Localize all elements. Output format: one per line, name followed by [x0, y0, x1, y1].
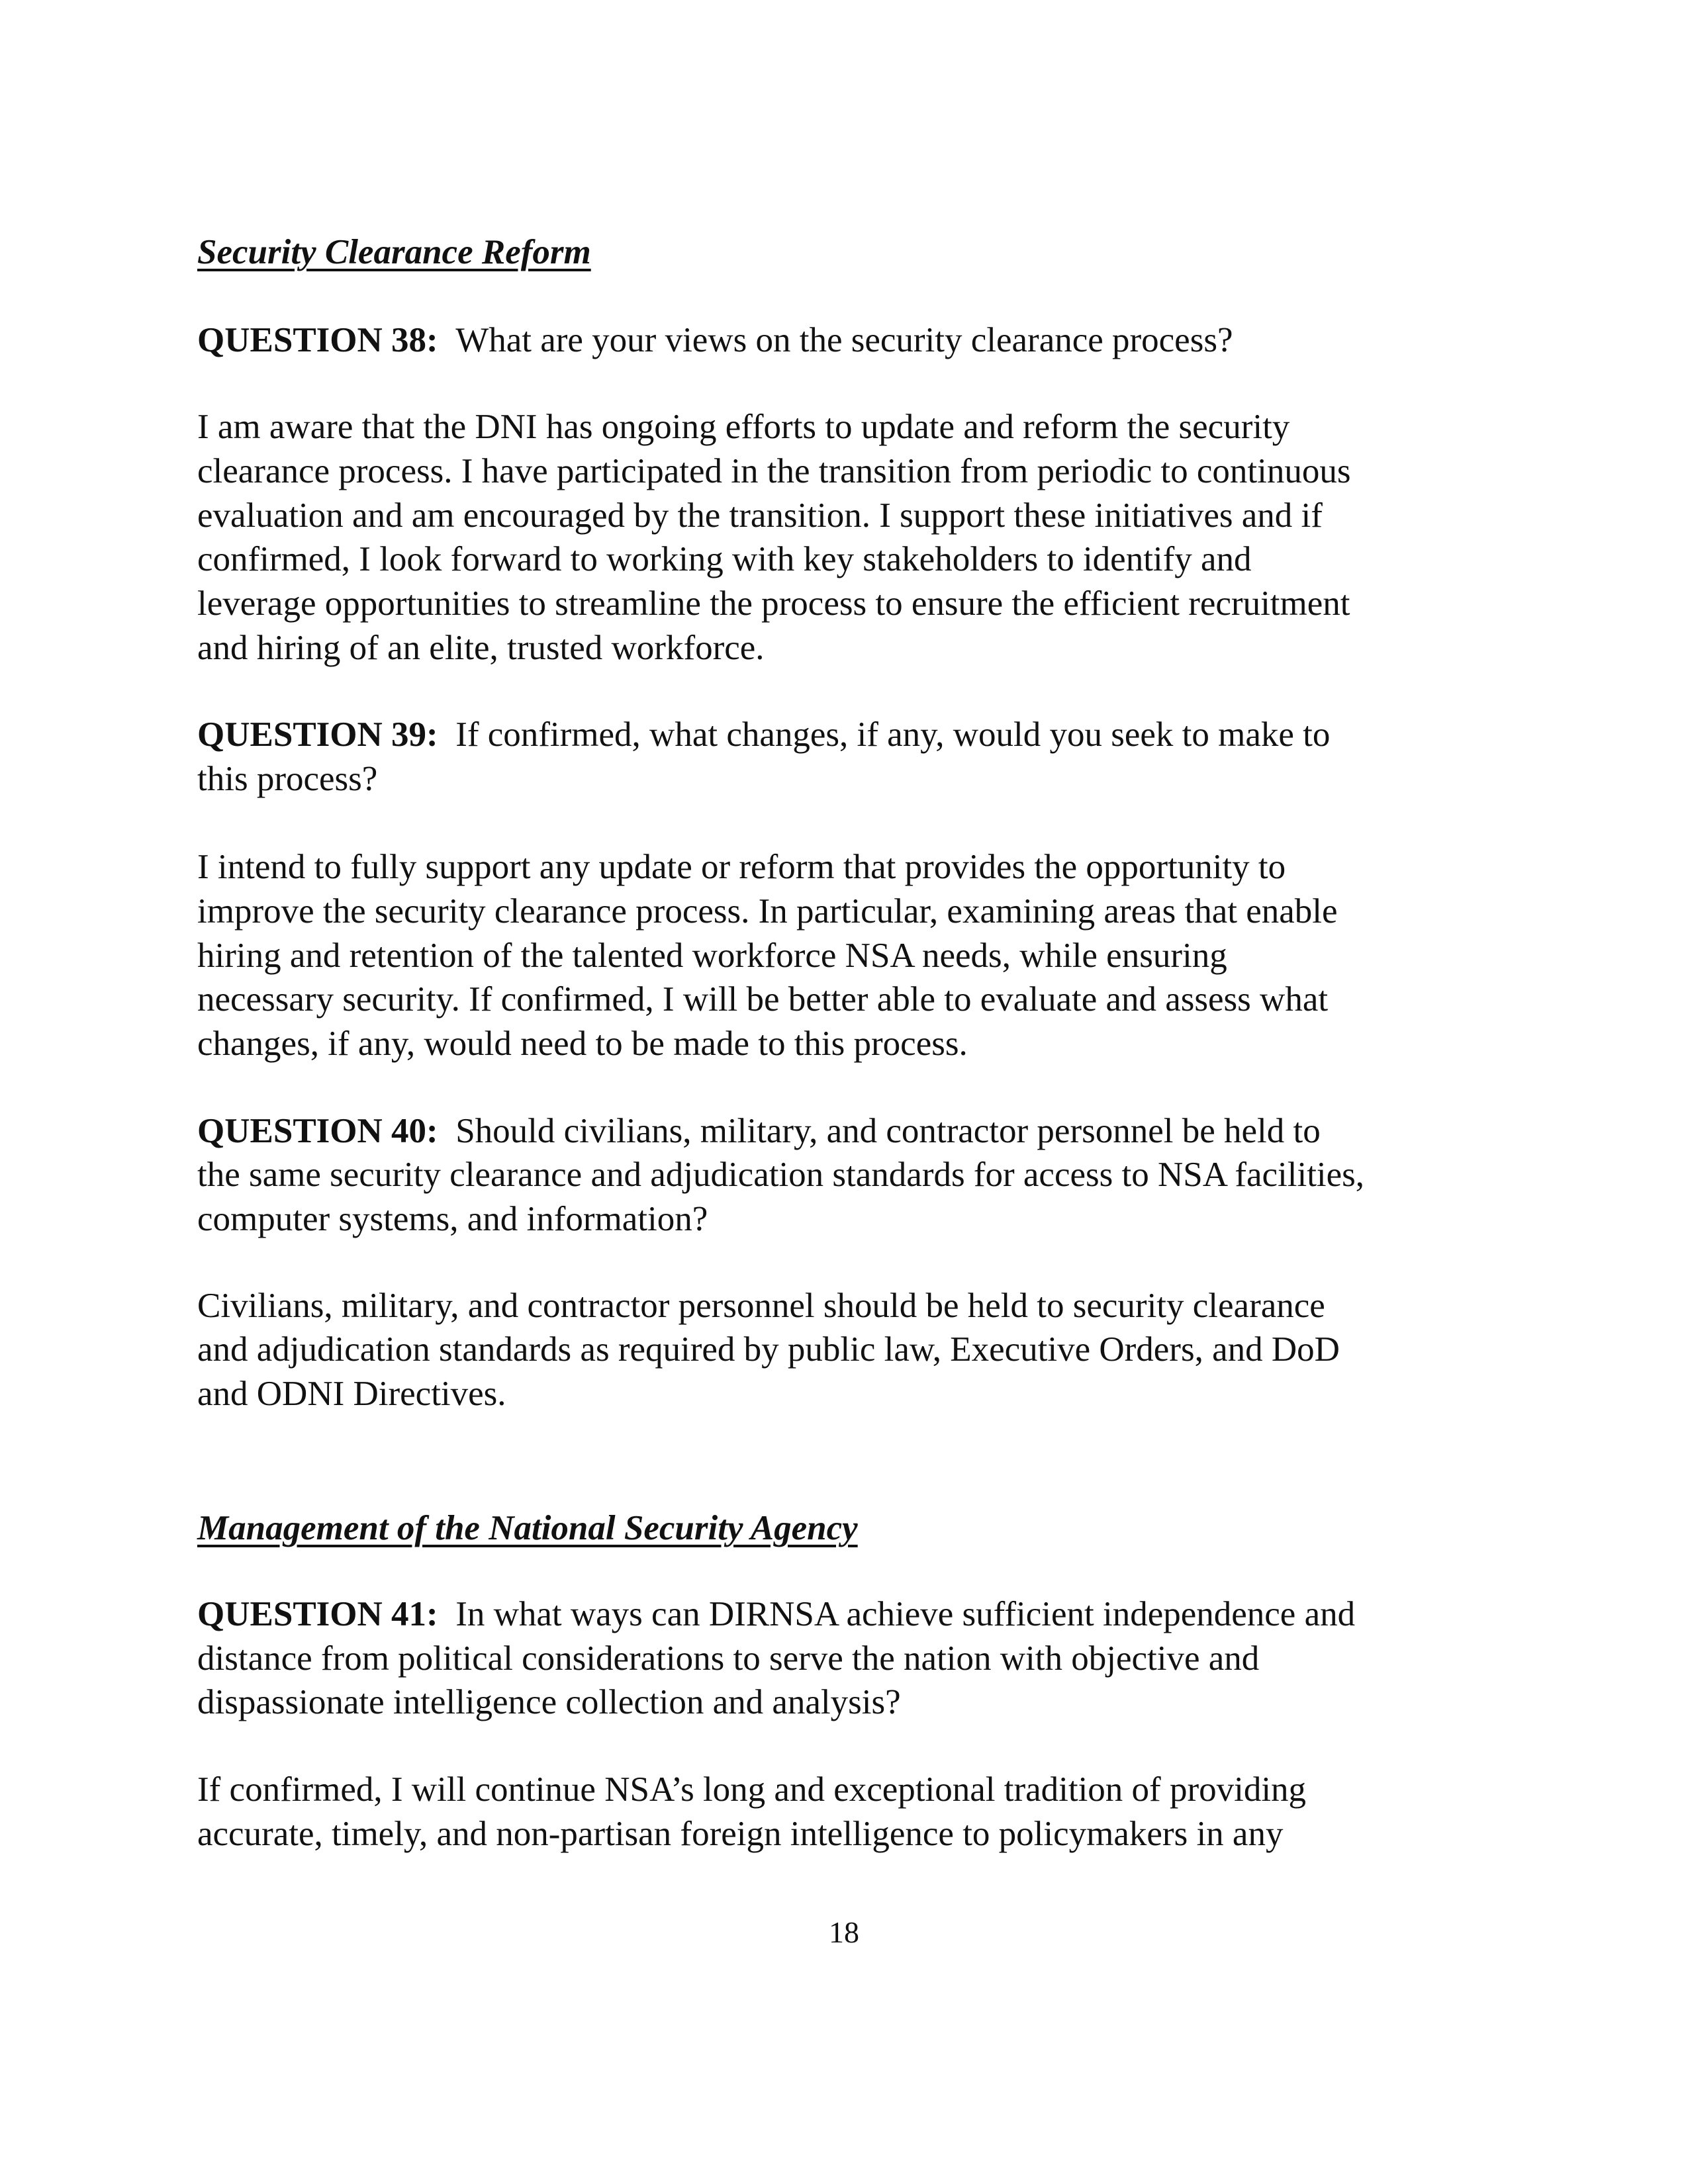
answer-40-line: Civilians, military, and contractor personnel should be held to security clearance: [197, 1287, 1325, 1325]
page-number: 18: [829, 1915, 859, 1949]
question-text: In what ways can DIRNSA achieve sufficient independence and: [455, 1595, 1356, 1633]
answer-40-line: and adjudication standards as required by public law, Executive Orders, and DoD: [197, 1330, 1340, 1369]
section-heading-security-clearance-reform: Security Clearance Reform: [197, 233, 591, 271]
question-39-line: this process?: [197, 760, 378, 798]
answer-41-line: accurate, timely, and non-partisan foreign intelligence to policymakers in any: [197, 1815, 1284, 1853]
question-40-line: the same security clearance and adjudication standards for access to NSA facilities,: [197, 1156, 1365, 1194]
answer-39-line: hiring and retention of the talented workforce NSA needs, while ensuring: [197, 936, 1227, 975]
question-text: What are your views on the security clearance process?: [455, 321, 1233, 359]
answer-38-line: I am aware that the DNI has ongoing efforts to update and reform the security: [197, 408, 1290, 446]
answer-38-line: clearance process. I have participated in the transition from periodic to continuous: [197, 452, 1351, 490]
question-label: QUESTION 39:: [197, 715, 438, 754]
question-41-line: dispassionate intelligence collection and analysis?: [197, 1683, 901, 1721]
question-label: QUESTION 38:: [197, 321, 438, 359]
answer-38-line: and hiring of an elite, trusted workforce.: [197, 629, 765, 667]
question-text: If confirmed, what changes, if any, would you seek to make to: [455, 715, 1331, 754]
answer-39-line: improve the security clearance process. In particular, examining areas that enable: [197, 892, 1338, 931]
question-text: Should civilians, military, and contractor personnel be held to: [455, 1112, 1321, 1150]
answer-38-line: evaluation and am encouraged by the transition. I support these initiatives and if: [197, 496, 1323, 535]
answer-39-line: changes, if any, would need to be made to this process.: [197, 1024, 968, 1063]
answer-41-line: If confirmed, I will continue NSA’s long and exceptional tradition of providing: [197, 1770, 1307, 1809]
question-label: QUESTION 40:: [197, 1112, 438, 1150]
answer-38-line: confirmed, I look forward to working with key stakeholders to identify and: [197, 540, 1252, 578]
question-41-line: distance from political considerations to serve the nation with objective and: [197, 1639, 1260, 1678]
answer-39-line: necessary security. If confirmed, I will be better able to evaluate and assess what: [197, 980, 1329, 1019]
question-40: [197, 1109, 1321, 1153]
question-39: [197, 713, 1330, 756]
answer-40-line: and ODNI Directives.: [197, 1375, 506, 1413]
question-41: [197, 1592, 1355, 1636]
question-38: [197, 318, 1233, 362]
section-heading-management-nsa: Management of the National Security Agency: [197, 1509, 858, 1547]
question-40-line: computer systems, and information?: [197, 1200, 708, 1238]
question-label: QUESTION 41:: [197, 1595, 438, 1633]
answer-39-line: I intend to fully support any update or reform that provides the opportunity to: [197, 848, 1286, 886]
answer-38-line: leverage opportunities to streamline the process to ensure the efficient recruitment: [197, 584, 1350, 623]
